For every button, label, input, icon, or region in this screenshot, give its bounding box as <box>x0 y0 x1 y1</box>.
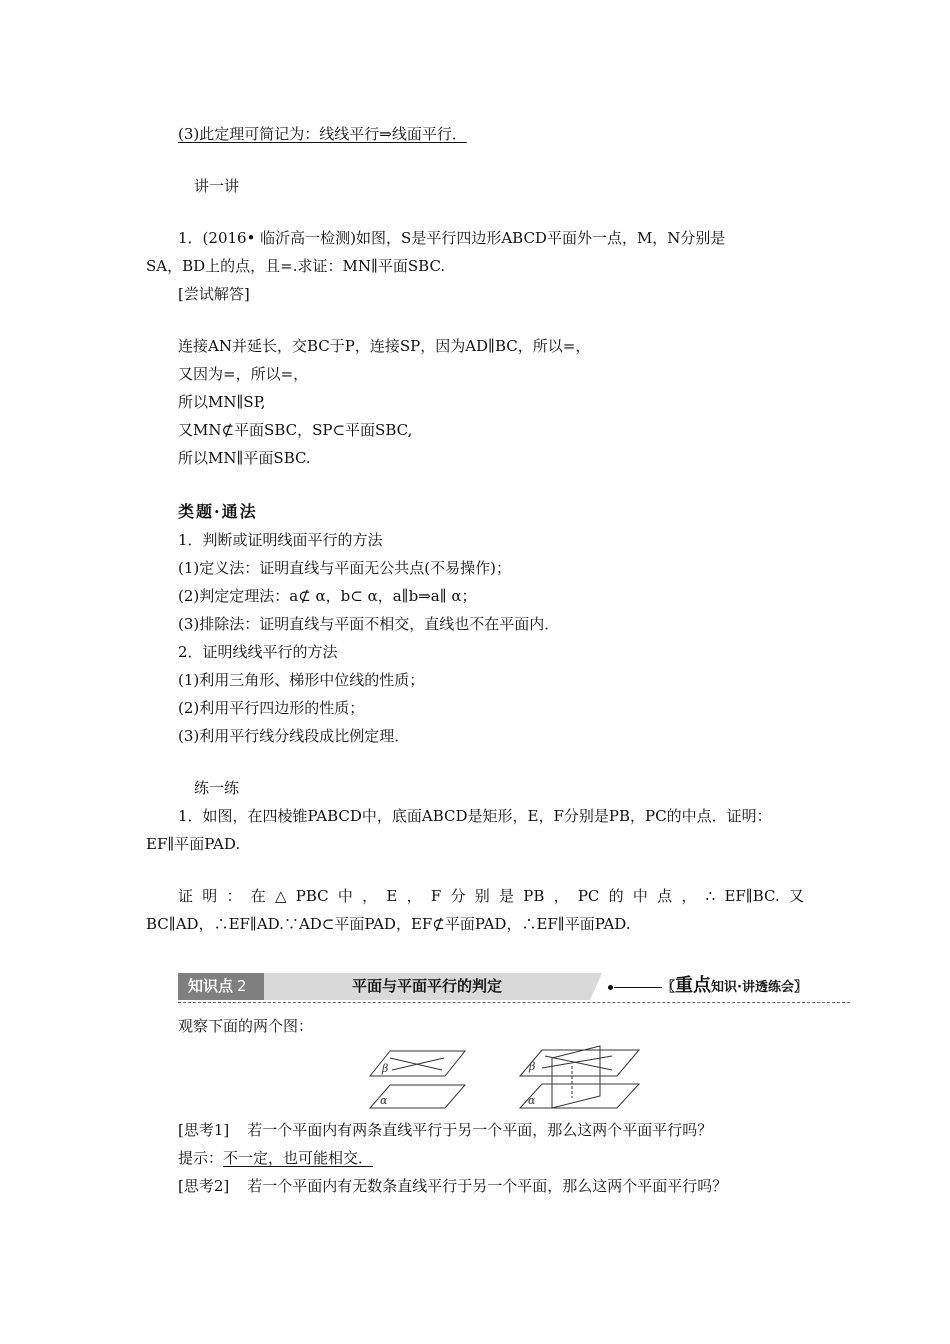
exercise1-line1: 1．如图，在四棱锥PABCD中，底面ABCD是矩形，E，F分别是PB，PC的中点．证明： <box>178 807 772 825</box>
knowledge-point-label <box>178 973 264 1000</box>
method-line: (1)定义法：证明直线与平面无公共点(不易操作)； <box>178 559 511 577</box>
proof-token: E <box>386 887 398 905</box>
proof-token: 中 <box>337 887 353 905</box>
knowledge-title: 平面与平面平行的判定 <box>264 973 590 1000</box>
proof-token: ， <box>406 887 422 905</box>
proof-token: EF∥BC. <box>724 887 780 905</box>
key-knowledge-tag <box>662 975 807 999</box>
proof-token: 中 <box>632 887 648 905</box>
plane-alpha-2 <box>520 1084 639 1108</box>
think2-question: 若一个平面内有无数条直线平行于另一个平面，那么这两个平面平行吗？ <box>247 1177 728 1195</box>
banner-dashed-line <box>178 1002 850 1003</box>
proof-token: F <box>430 887 442 905</box>
proof-token: 证 <box>178 887 194 905</box>
method-line: (2)判定定理法：a⊄ α，b⊂ α，a∥b⇒a∥ α； <box>178 587 477 605</box>
label-beta: β <box>382 1062 389 1075</box>
banner-rule <box>614 987 662 988</box>
proof-token: 点 <box>657 887 673 905</box>
proof-token: ： <box>226 887 242 905</box>
think2-label: [思考2] <box>178 1177 230 1195</box>
method-line: (2)利用平行四边形的性质； <box>178 699 365 717</box>
method-line: (3)排除法：证明直线与平面不相交，直线也不在平面内． <box>178 615 560 633</box>
solution-line: 又MN⊄平面SBC，SP⊂平面SBC, <box>178 421 413 439</box>
method-heading: 类题·通法 <box>178 502 258 521</box>
figure-intersecting-planes <box>520 1046 639 1108</box>
plane-figures <box>362 1046 662 1116</box>
proof-token: PB <box>523 887 545 905</box>
proof-token: 在 <box>250 887 266 905</box>
knowledge-banner <box>178 973 850 1001</box>
label-alpha: α <box>380 1094 388 1107</box>
theorem-note: (3)此定理可简记为：线线平行⇒线面平行． <box>178 125 467 143</box>
think1-label: [思考1] <box>178 1121 230 1139</box>
method-line: (1)利用三角形、梯形中位线的性质； <box>178 671 425 689</box>
hint-answer: 不一定，也可能相交． <box>223 1149 374 1167</box>
banner-dot <box>608 985 613 990</box>
banner-corner <box>590 973 602 1000</box>
proof-token: 明 <box>202 887 218 905</box>
knowledge-point-text: 知识点 <box>188 977 234 995</box>
lian-heading: 练一练 <box>194 779 240 797</box>
proof-token: PBC <box>295 887 329 905</box>
example1-line1: 1．(2016• 临沂高一检测)如图，S是平行四边形ABCD平面外一点，M，N分别是 <box>178 229 726 247</box>
proof-token: ， <box>681 887 697 905</box>
proof-token: PC <box>577 887 600 905</box>
proof-token: ， <box>553 887 569 905</box>
solution-line: 又因为=，所以=， <box>178 365 309 383</box>
example1-line2: SA，BD上的点，且=.求证：MN∥平面SBC. <box>146 257 446 275</box>
tag-open: 〖 <box>662 980 676 995</box>
tag-emphasis: 重点 <box>675 975 712 996</box>
hint-label: 提示： <box>178 1149 224 1167</box>
label-alpha-2: α <box>528 1094 536 1107</box>
proof-token: △ <box>275 887 287 905</box>
try-label: [尝试解答] <box>178 285 250 303</box>
proof-token: 分 <box>450 887 466 905</box>
hint-line <box>178 1148 373 1168</box>
proof-token: ， <box>362 887 378 905</box>
method-line: 2．证明线线平行的方法 <box>178 643 338 661</box>
solution-line: 连接AN并延长，交BC于P，连接SP，因为AD∥BC，所以=， <box>178 337 591 355</box>
proof-token: 又 <box>788 887 804 905</box>
tag-rest: 知识·讲透练会〗 <box>711 980 807 995</box>
proof-token: 的 <box>608 887 624 905</box>
proof-line1 <box>178 886 804 906</box>
label-beta-2: β <box>529 1060 536 1073</box>
solution-line: 所以MN∥SP, <box>178 393 266 411</box>
vertical-plane <box>552 1046 600 1108</box>
method-line: (3)利用平行线分线段成比例定理． <box>178 727 410 745</box>
proof-token: 别 <box>474 887 490 905</box>
method-line: 1．判断或证明线面平行的方法 <box>178 531 383 549</box>
knowledge-point-number: 2 <box>237 977 247 995</box>
proof-line2: BC∥AD，∴EF∥AD.∵AD⊂平面PAD，EF⊄平面PAD，∴EF∥平面PAD. <box>146 915 631 933</box>
jiang-heading: 讲一讲 <box>194 177 240 195</box>
solution-line: 所以MN∥平面SBC. <box>178 449 311 467</box>
exercise1-line2: EF∥平面PAD. <box>146 835 241 853</box>
observe-text: 观察下面的两个图： <box>178 1017 314 1035</box>
think1-line <box>178 1120 712 1140</box>
think1-question: 若一个平面内有两条直线平行于另一个平面，那么这两个平面平行吗？ <box>247 1121 713 1139</box>
proof-token: ∴ <box>705 887 716 905</box>
proof-token: 是 <box>498 887 514 905</box>
think2-line <box>178 1176 727 1196</box>
